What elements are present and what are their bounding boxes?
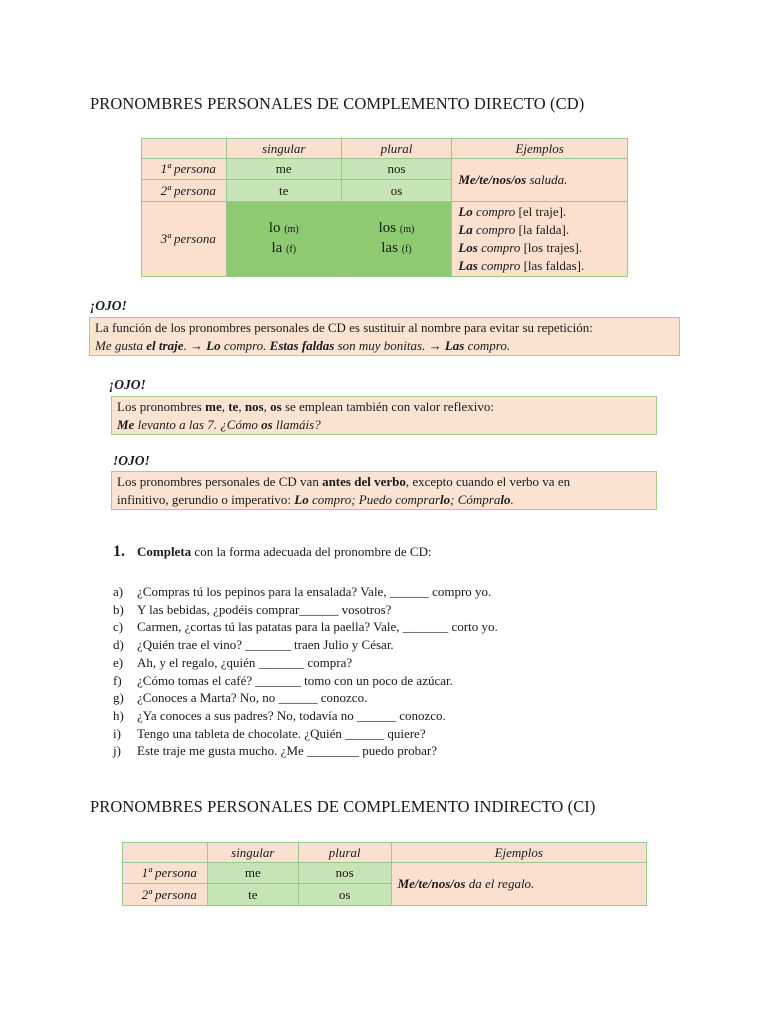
cd-cell-plural: nos: [341, 159, 452, 180]
ci-header-singular: singular: [207, 843, 298, 863]
ci-row-label: 1ª persona: [123, 863, 208, 884]
exercise-item-text: Y las bebidas, ¿podéis comprar______ vosotros?: [137, 601, 392, 617]
cd-table-header-row: [142, 139, 628, 159]
ci-cell-singular: te: [207, 884, 298, 906]
exercise-item-text: Ah, y el regalo, ¿quién _______ compra?: [137, 654, 353, 670]
ci-example-verb: da el regalo.: [465, 876, 535, 891]
cd-row-label: 2ª persona: [142, 180, 227, 202]
ojo-label-2: ¡OJO!: [109, 377, 146, 392]
ci-cell-plural: os: [298, 884, 391, 906]
ojo-3-line-2: infinitivo, gerundio o imperativo: Lo compro; Puedo comprarlo; Cómpralo.: [117, 492, 514, 507]
ci-section-title: PRONOMBRES PERSONALES DE COMPLEMENTO INDIRECTO (CI): [90, 797, 596, 816]
cd-row-3a-persona: [142, 202, 628, 277]
exercise-item: [113, 689, 498, 707]
cd-section-title: PRONOMBRES PERSONALES DE COMPLEMENTO DIRECTO (CD): [90, 94, 585, 113]
pronoun-la: la: [271, 240, 283, 256]
cd-example-1-2: [452, 159, 628, 202]
ojo-box-1: [89, 317, 680, 356]
cd-example-3: [452, 202, 628, 277]
ojo-box-2: [111, 396, 657, 435]
exercise-item: [113, 672, 498, 690]
cd-header-singular: singular: [226, 139, 341, 159]
cd-pronoun-table: [141, 138, 628, 277]
cd-header-empty: [142, 139, 227, 159]
exercise-item-text: Carmen, ¿cortas tú las patatas para la paella? Vale, _______ corto yo.: [137, 619, 498, 635]
exercise-item: [113, 583, 498, 601]
exercise-item-letter: a): [113, 584, 124, 599]
gender-note: (f): [286, 244, 297, 255]
example-line: Los compro [los trajes].: [458, 240, 583, 255]
exercise-item-text: ¿Compras tú los pepinos para la ensalada? Vale, ______ compro yo.: [137, 584, 492, 599]
cd-row-label: 3ª persona: [142, 202, 227, 277]
exercise-list: [113, 583, 498, 760]
cd-cell-plural-3: [341, 202, 452, 277]
exercise-item: [113, 636, 498, 654]
exercise-item-letter: h): [113, 707, 124, 723]
exercise-item: [113, 601, 498, 619]
ci-example-pronouns: Me/te/nos/os: [397, 876, 466, 891]
exercise-item-letter: c): [113, 619, 124, 635]
ojo-2-line-2: Me levanto a las 7. ¿Cómo os llamáis?: [117, 417, 321, 432]
exercise-item-letter: g): [113, 690, 124, 706]
gender-note: (f): [401, 244, 412, 255]
exercise-item: [113, 742, 498, 760]
cd-example-verb: saluda.: [526, 172, 568, 187]
ci-table-header-row: [123, 843, 647, 863]
gender-note: (m): [284, 224, 299, 235]
ojo-label-3: !OJO!: [113, 453, 150, 468]
ojo-3-line-1: Los pronombres personales de CD van antes del verbo, excepto cuando el verbo va en: [117, 474, 571, 489]
exercise-item-letter: d): [113, 637, 124, 653]
ojo-box-3: [111, 471, 657, 510]
exercise-item-letter: b): [113, 601, 124, 617]
exercise-title-rest: con la forma adecuada del pronombre de CD:: [191, 544, 432, 559]
cd-row-label: 1ª persona: [142, 159, 227, 180]
exercise-item-letter: j): [113, 743, 121, 759]
exercise-item-text: ¿Ya conoces a sus padres? No, todavía no ______ conozco.: [137, 707, 446, 723]
ci-header-ejemplos: Ejemplos: [391, 843, 646, 863]
cd-header-plural: plural: [341, 139, 452, 159]
exercise-item-text: ¿Cómo tomas el café? _______ tomo con un poco de azúcar.: [137, 672, 453, 688]
ci-header-empty: [123, 843, 208, 863]
ojo-label-1: ¡OJO!: [90, 298, 127, 313]
exercise-item-text: Tengo una tableta de chocolate. ¿Quién ______ quiere?: [137, 725, 426, 741]
ci-example-1-2: [391, 863, 646, 906]
pronoun-los: los: [378, 220, 397, 236]
exercise-item-letter: e): [113, 654, 124, 670]
ci-pronoun-table: [122, 842, 647, 906]
ojo-2-line-1: Los pronombres me, te, nos, os se emplean también con valor reflexivo:: [117, 399, 494, 414]
gender-note: (m): [399, 224, 415, 235]
cd-cell-singular: te: [226, 180, 341, 202]
pronoun-lo: lo: [268, 220, 281, 236]
ci-cell-singular: me: [207, 863, 298, 884]
exercise-item-text: ¿Quién trae el vino? _______ traen Julio y César.: [137, 637, 394, 653]
exercise-item-letter: f): [113, 672, 122, 688]
exercise-title: [113, 543, 432, 561]
example-line: La compro [la falda].: [458, 222, 570, 237]
exercise-number: 1.: [113, 543, 125, 560]
ci-header-plural: plural: [298, 843, 391, 863]
pronoun-las: las: [381, 240, 398, 256]
exercise-item-letter: i): [113, 725, 121, 741]
cd-row-1a-persona: [142, 159, 628, 180]
cd-header-ejemplos: Ejemplos: [452, 139, 628, 159]
cd-cell-singular-3: [226, 202, 341, 277]
exercise-item: [113, 707, 498, 725]
ci-row-1a-persona: [123, 863, 647, 884]
exercise-item: [113, 725, 498, 743]
ojo-1-line-2: Me gusta el traje. → Lo compro. Estas faldas son muy bonitas. → Las compro.: [95, 338, 511, 353]
cd-cell-singular: me: [226, 159, 341, 180]
exercise-item: [113, 654, 498, 672]
exercise-title-bold: Completa: [137, 544, 192, 559]
exercise-item-text: ¿Conoces a Marta? No, no ______ conozco.: [137, 690, 368, 706]
example-line: Las compro [las faldas].: [458, 258, 585, 273]
cd-example-pronouns: Me/te/nos/os: [458, 172, 527, 187]
exercise-item-text: Este traje me gusta mucho. ¿Me ________ puedo probar?: [137, 743, 437, 759]
ci-row-label: 2ª persona: [123, 884, 208, 906]
ojo-1-line-1: La función de los pronombres personales de CD es sustituir al nombre para evitar su repetición:: [95, 320, 593, 335]
cd-cell-plural: os: [341, 180, 452, 202]
example-line: Lo compro [el traje].: [458, 204, 567, 219]
ci-cell-plural: nos: [298, 863, 391, 884]
exercise-item: [113, 618, 498, 636]
